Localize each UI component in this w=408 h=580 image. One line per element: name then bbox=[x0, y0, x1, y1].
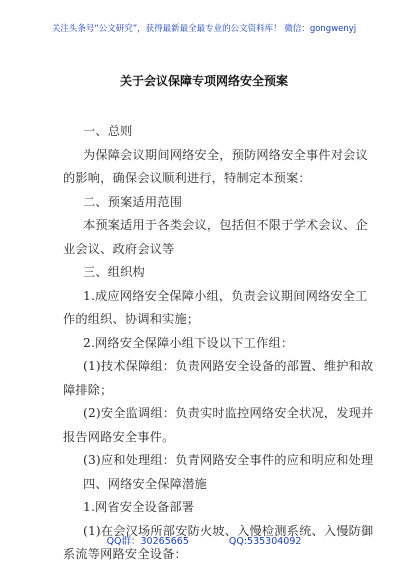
paragraph-line: 的影响，确保会议顺利进行，特制定本预案： bbox=[63, 171, 311, 185]
paragraph-line: (1)技术保障组：负责网路安全设备的部置、维护和故 bbox=[83, 359, 374, 373]
paragraph-line: 二、预案适用范围 bbox=[83, 194, 183, 209]
document-title: 关于会议保障专项网络安全预案 bbox=[119, 74, 288, 88]
paragraph-line: 为保障会议期间网络安全，预防网络安全事件对会议 bbox=[83, 147, 368, 162]
paragraph-line: 作的组织、协调和实施； bbox=[63, 312, 200, 326]
paragraph-line: 1.成应网络安全保障小组，负责会议期间网络安全工 bbox=[83, 288, 368, 303]
footer-qq: QQ:535304092 bbox=[228, 536, 302, 547]
paragraph-line: (1)在会汉场所部安防火坡、入慢检测系统、入慢防御 bbox=[83, 523, 374, 538]
paragraph-line: 本预案适用于各类会议，包括但不限于学术会议、企 bbox=[83, 218, 368, 232]
header-banner: 关注头条号“公文研究”，获得最新最全最专业的公文资料库！ 微信：gongwenyj bbox=[51, 24, 357, 34]
paragraph-line: 障排除； bbox=[63, 382, 113, 397]
paragraph-line: 三、组织构 bbox=[83, 265, 145, 279]
paragraph-line: 1.网省安全设备部署 bbox=[83, 500, 195, 514]
document-body bbox=[63, 120, 374, 567]
paragraph-line: 业会议、政府会议等 bbox=[63, 241, 175, 256]
paragraph-line: 系流等网路安全设备： bbox=[63, 547, 187, 561]
footer-contact bbox=[0, 533, 408, 547]
paragraph-line: 2.网络安全保障小组下设以下工作组： bbox=[83, 335, 294, 350]
footer-qq-group: QQ群：30265665 bbox=[106, 536, 189, 547]
paragraph-line: 报告网路安全事件。 bbox=[63, 429, 175, 444]
paragraph-line: 四、网络安全保障潜施 bbox=[83, 476, 207, 491]
paragraph-line: 一、总则 bbox=[83, 124, 133, 138]
paragraph-line: (2)安全监调组：负责实时监控网络安全状况，发现并 bbox=[83, 406, 374, 420]
paragraph-line: (3)应和处理组：负青网路安全事件的应和明应和处理 bbox=[83, 453, 374, 467]
